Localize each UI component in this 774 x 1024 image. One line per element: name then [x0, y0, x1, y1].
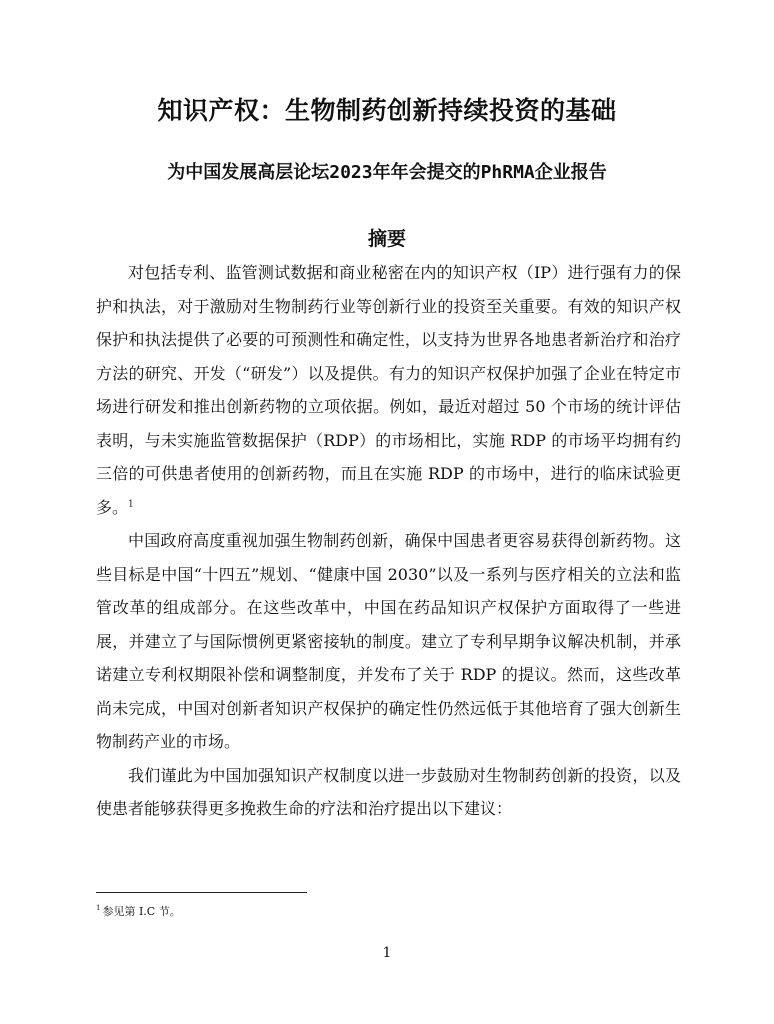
footnote-mark: 1	[96, 904, 101, 913]
paragraph-1	[96, 256, 681, 524]
footnote-divider	[96, 892, 307, 893]
page-number: 1	[382, 945, 392, 961]
document-title: 知识产权：生物制药创新持续投资的基础	[157, 96, 617, 125]
footnote-reference[interactable]: 1	[128, 499, 134, 510]
paragraph-1-text: 对包括专利、监管测试数据和商业秘密在内的知识产权（IP）进行强有力的保护和执法，对于激励对生物制药行业等创新行业的投资至关重要。有效的知识产权保护和执法提供了必要的可预测性和确定性，以支持为世界各地患者新治疗和治疗方法的研究、开发（“研发”）以及提供。有力的知识产权保护加强了企业在特定市场进行研发和推出创新药物的立项依据。例如，最近对超过 50 个市场的统计评估表明，与未实施监管数据保护（RDP）的市场相比，实施 RDP 的市场平均拥有约三倍的可供患者使用的创新药物，而且在实施 RDP 的市场中，进行的临床试验更多。	[96, 263, 681, 517]
section-heading-summary: 摘要	[367, 228, 406, 250]
footnote	[96, 904, 181, 920]
paragraph-3	[96, 759, 681, 826]
document-subtitle: 为中国发展高层论坛2023年年会提交的PhRMA企业报告	[167, 162, 607, 183]
paragraph-2	[96, 524, 681, 759]
paragraph-3-text: 我们谨此为中国加强知识产权制度以进一步鼓励对生物制药创新的投资，以及使患者能够获得更多挽救生命的疗法和治疗提出以下建议：	[96, 765, 681, 818]
summary-body	[96, 256, 681, 826]
footnote-text: 参见第 I.C 节。	[102, 905, 181, 918]
paragraph-2-text: 中国政府高度重视加强生物制药创新，确保中国患者更容易获得创新药物。这些目标是中国“十四五”规划、“健康中国 2030”以及一系列与医疗相关的立法和监管改革的组成部分。在这些改革中，中国在药品知识产权保护方面取得了一些进展，并建立了与国际惯例更紧密接轨的制度。建立了专利早期争议解决机制，并承诺建立专利权期限补偿和调整制度，并发布了关于 RDP 的提议。然而，这些改革尚未完成，中国对创新者知识产权保护的确定性仍然远低于其他培育了强大创新生物制药产业的市场。	[96, 531, 681, 751]
